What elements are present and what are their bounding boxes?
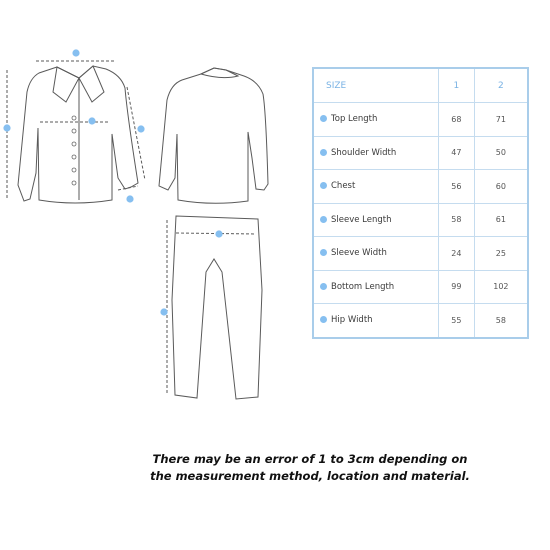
shirt-front-outline <box>18 66 138 203</box>
row-label: Hip Width <box>331 315 373 326</box>
marker-icon <box>126 195 133 202</box>
row-label: Shoulder Width <box>331 147 397 158</box>
size-1-header: 1 <box>439 68 475 103</box>
bullet-icon <box>320 249 327 256</box>
size-1-value: 68 <box>439 103 475 137</box>
disclaimer-line-2: the measurement method, location and material. <box>150 469 470 483</box>
bullet-icon <box>320 283 327 290</box>
table-row <box>313 237 528 271</box>
row-label: Sleeve Width <box>331 248 387 259</box>
table-row <box>313 170 528 204</box>
pants-outline <box>172 216 262 399</box>
size-1-value: 47 <box>439 136 475 170</box>
row-label: Top Length <box>331 114 378 125</box>
bullet-icon <box>320 182 327 189</box>
bullet-icon <box>320 115 327 122</box>
sleeve-length-line <box>127 87 145 180</box>
shirt-back-outline <box>159 68 268 203</box>
size-2-value: 71 <box>474 103 528 137</box>
size-1-value: 99 <box>439 270 475 304</box>
bullet-icon <box>320 316 327 323</box>
sleeve-width-line <box>118 186 138 190</box>
size-2-header: 2 <box>474 68 528 103</box>
size-2-value: 25 <box>474 237 528 271</box>
shirt-buttons <box>72 116 76 185</box>
table-row <box>313 103 528 137</box>
marker-icon <box>215 230 222 237</box>
marker-icon <box>3 124 10 131</box>
row-label: Sleeve Length <box>331 214 392 225</box>
size-1-value: 58 <box>439 203 475 237</box>
table-row <box>313 270 528 304</box>
marker-icon <box>160 308 167 315</box>
marker-icon <box>88 117 95 124</box>
size-1-value: 55 <box>439 304 475 338</box>
size-2-value: 58 <box>474 304 528 338</box>
shirt-back-collar <box>201 68 238 78</box>
table-header-row <box>313 68 528 103</box>
size-1-value: 24 <box>439 237 475 271</box>
size-2-value: 102 <box>474 270 528 304</box>
measurement-markers <box>3 49 222 315</box>
size-chart-table <box>312 67 529 339</box>
size-1-value: 56 <box>439 170 475 204</box>
measurement-disclaimer <box>0 451 550 485</box>
disclaimer-line-1: There may be an error of 1 to 3cm depending on <box>152 452 468 466</box>
size-2-value: 50 <box>474 136 528 170</box>
table-row <box>313 203 528 237</box>
marker-icon <box>137 125 144 132</box>
bullet-icon <box>320 216 327 223</box>
size-2-value: 61 <box>474 203 528 237</box>
row-label: Bottom Length <box>331 281 395 292</box>
row-label: Chest <box>331 181 356 192</box>
size-header-label: SIZE <box>313 68 439 103</box>
table-row <box>313 304 528 338</box>
table-row <box>313 136 528 170</box>
size-2-value: 60 <box>474 170 528 204</box>
marker-icon <box>72 49 79 56</box>
bullet-icon <box>320 149 327 156</box>
